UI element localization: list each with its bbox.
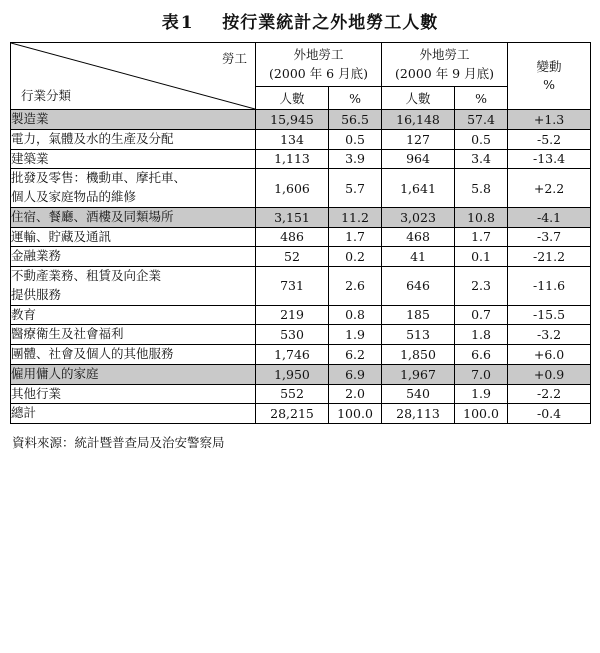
row-industry-label-line1: 批發及零售：機動車、摩托車、	[11, 170, 187, 186]
row-pct-june: 100.0	[329, 404, 382, 424]
row-industry-label-line1: 建築業	[11, 150, 49, 166]
row-count-september: 1,967	[382, 364, 455, 384]
row-pct-june: 0.2	[329, 247, 382, 267]
row-change-pct: -11.6	[508, 267, 591, 306]
row-pct-september: 100.0	[455, 404, 508, 424]
row-count-june: 3,151	[256, 207, 329, 227]
row-count-june: 530	[256, 325, 329, 345]
row-change-pct: -15.5	[508, 305, 591, 325]
group-header-september-line1: 外地勞工	[419, 47, 470, 63]
row-pct-june: 0.8	[329, 305, 382, 325]
row-change-pct: +2.2	[508, 169, 591, 208]
row-industry-label	[11, 227, 256, 247]
table-row	[11, 207, 591, 227]
corner-header-cell	[11, 43, 256, 110]
row-industry-label-line1: 運輸、貯藏及通訊	[11, 228, 112, 244]
row-industry-label-line1: 其他行業	[11, 385, 62, 401]
row-pct-september: 0.5	[455, 129, 508, 149]
row-industry-label-line1: 總計	[11, 405, 37, 421]
row-change-pct: -3.7	[508, 227, 591, 247]
row-industry-label-line1: 製造業	[11, 111, 49, 126]
row-industry-label	[11, 404, 256, 424]
row-change-pct: -5.2	[508, 129, 591, 149]
row-industry-label-line1: 金融業務	[11, 248, 62, 264]
row-pct-june: 3.9	[329, 149, 382, 169]
row-count-september: 127	[382, 129, 455, 149]
row-count-june: 219	[256, 305, 329, 325]
row-pct-june: 2.0	[329, 384, 382, 404]
row-industry-label-line1: 團體、社會及個人的其他服務	[11, 346, 174, 361]
table-row	[11, 305, 591, 325]
sub-header-pct-june: %	[329, 87, 382, 110]
row-pct-september: 6.6	[455, 345, 508, 365]
row-count-september: 185	[382, 305, 455, 325]
row-industry-label-line2: 提供服務	[11, 286, 62, 302]
row-industry-label	[11, 207, 256, 227]
table-header-row-1	[11, 43, 591, 87]
group-header-june-line2: (2000 年 6 月底)	[269, 65, 368, 81]
table-row	[11, 404, 591, 424]
table-row	[11, 149, 591, 169]
page-title	[10, 0, 590, 42]
group-header-september	[382, 43, 508, 87]
row-industry-label	[11, 267, 256, 306]
row-industry-label-line1: 住宿、餐廳、酒樓及同類場所	[11, 208, 174, 224]
row-pct-september: 7.0	[455, 364, 508, 384]
row-pct-september: 1.7	[455, 227, 508, 247]
table-row	[11, 384, 591, 404]
row-pct-september: 3.4	[455, 149, 508, 169]
row-count-september: 540	[382, 384, 455, 404]
labour-header-label: 勞工	[221, 51, 247, 66]
row-count-june: 28,215	[256, 404, 329, 424]
group-header-june	[256, 43, 382, 87]
sub-header-count-june: 人數	[256, 87, 329, 110]
source-note: 資料來源：統計暨普查局及治安警察局	[12, 435, 225, 450]
row-pct-june: 5.7	[329, 169, 382, 208]
table-row	[11, 364, 591, 384]
group-header-june-line1: 外地勞工	[293, 47, 344, 63]
row-change-pct: -4.1	[508, 207, 591, 227]
row-industry-label-line1: 醫療衛生及社會福利	[11, 326, 124, 342]
row-count-june: 1,606	[256, 169, 329, 208]
row-industry-label	[11, 247, 256, 267]
row-count-september: 646	[382, 267, 455, 306]
row-industry-label	[11, 325, 256, 345]
group-header-change	[508, 43, 591, 110]
change-header-line2: %	[543, 77, 555, 92]
row-pct-june: 6.9	[329, 364, 382, 384]
table-title-text: 按行業統計之外地勞工人數	[222, 13, 439, 33]
row-count-september: 513	[382, 325, 455, 345]
table-row	[11, 345, 591, 365]
row-change-pct: -2.2	[508, 384, 591, 404]
row-pct-september: 0.7	[455, 305, 508, 325]
row-change-pct: -21.2	[508, 247, 591, 267]
row-change-pct: +6.0	[508, 345, 591, 365]
industry-header-label: 行業分類	[21, 88, 72, 103]
row-count-june: 134	[256, 129, 329, 149]
row-pct-june: 1.7	[329, 227, 382, 247]
row-count-june: 486	[256, 227, 329, 247]
row-industry-label-line2: 個人及家庭物品的維修	[11, 189, 137, 204]
row-pct-september: 1.8	[455, 325, 508, 345]
table-header	[11, 43, 591, 110]
row-count-september: 1,850	[382, 345, 455, 365]
row-pct-september: 5.8	[455, 169, 508, 208]
row-industry-label	[11, 129, 256, 149]
table-row	[11, 129, 591, 149]
row-count-september: 468	[382, 227, 455, 247]
row-industry-label	[11, 364, 256, 384]
table-number: 表1	[161, 13, 195, 33]
row-industry-label-line1: 電力，氣體及水的生產及分配	[11, 130, 174, 146]
row-industry-label	[11, 169, 256, 208]
row-industry-label-line1: 不動產業務、租賃及向企業	[11, 268, 162, 283]
row-pct-june: 56.5	[329, 110, 382, 130]
row-pct-september: 2.3	[455, 267, 508, 306]
row-count-september: 16,148	[382, 110, 455, 130]
table-row	[11, 267, 591, 306]
row-count-september: 28,113	[382, 404, 455, 424]
row-industry-label	[11, 384, 256, 404]
row-change-pct: -0.4	[508, 404, 591, 424]
row-industry-label	[11, 110, 256, 130]
row-count-september: 41	[382, 247, 455, 267]
group-header-september-line2: (2000 年 9 月底)	[395, 65, 494, 81]
row-pct-june: 6.2	[329, 345, 382, 365]
row-count-june: 1,950	[256, 364, 329, 384]
foreign-labour-by-industry-table	[10, 42, 591, 424]
row-pct-september: 1.9	[455, 384, 508, 404]
sub-header-count-september: 人數	[382, 87, 455, 110]
row-pct-june: 2.6	[329, 267, 382, 306]
row-count-september: 1,641	[382, 169, 455, 208]
row-count-june: 1,113	[256, 149, 329, 169]
row-count-june: 552	[256, 384, 329, 404]
row-industry-label	[11, 305, 256, 325]
row-count-september: 3,023	[382, 207, 455, 227]
row-pct-june: 0.5	[329, 129, 382, 149]
row-pct-september: 10.8	[455, 207, 508, 227]
row-count-june: 15,945	[256, 110, 329, 130]
sub-header-pct-september: %	[455, 87, 508, 110]
row-industry-label	[11, 149, 256, 169]
row-count-june: 731	[256, 267, 329, 306]
table-row	[11, 227, 591, 247]
table-row	[11, 325, 591, 345]
row-count-june: 1,746	[256, 345, 329, 365]
row-industry-label	[11, 345, 256, 365]
row-change-pct: +1.3	[508, 110, 591, 130]
row-change-pct: +0.9	[508, 364, 591, 384]
row-count-june: 52	[256, 247, 329, 267]
table-body	[11, 110, 591, 424]
table-row	[11, 247, 591, 267]
row-pct-june: 1.9	[329, 325, 382, 345]
row-pct-september: 0.1	[455, 247, 508, 267]
row-change-pct: -13.4	[508, 149, 591, 169]
row-count-september: 964	[382, 149, 455, 169]
row-pct-june: 11.2	[329, 207, 382, 227]
change-header-line1: 變動	[536, 58, 562, 74]
row-pct-september: 57.4	[455, 110, 508, 130]
row-change-pct: -3.2	[508, 325, 591, 345]
table-row	[11, 110, 591, 130]
row-industry-label-line1: 教育	[11, 306, 37, 322]
row-industry-label-line1: 僱用傭人的家庭	[11, 365, 99, 381]
table-row	[11, 169, 591, 208]
